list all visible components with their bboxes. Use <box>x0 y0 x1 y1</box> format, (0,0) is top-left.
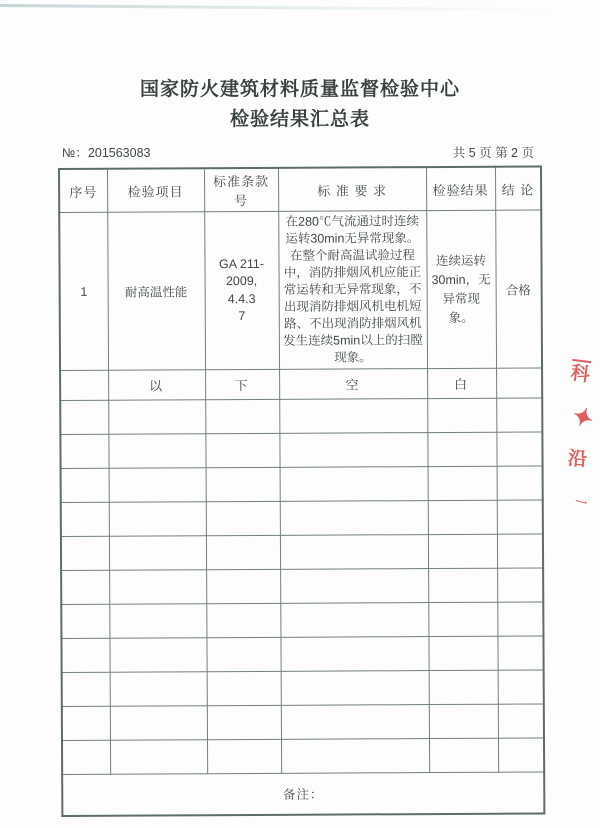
blank-cell <box>60 370 108 400</box>
column-header-clause: 标准条款号 <box>204 168 278 212</box>
cell-seq: 1 <box>59 212 108 370</box>
empty-cell <box>496 398 542 432</box>
empty-cell <box>60 400 108 434</box>
empty-cell <box>427 398 496 432</box>
blank-cell-kong: 空 <box>279 369 427 400</box>
empty-cell <box>62 706 110 740</box>
report-number-value: 201563083 <box>87 146 151 160</box>
document-subtitle: 检验结果汇总表 <box>229 109 370 130</box>
empty-cell <box>497 636 543 670</box>
empty-table-row <box>60 432 542 469</box>
empty-cell <box>109 604 206 639</box>
column-header-seq: 序号 <box>59 169 107 213</box>
cell-requirement: 在280℃气流通过时连续运转30min无异常现象。在整个耐高温试验过程中，消防排烟风机应能正常运转和无异常现象，不出现消防排烟风机电机短路、不出现消防排烟风机发生连续5min以上的扫膛现象。 <box>278 211 427 370</box>
empty-cell <box>281 739 429 774</box>
table-row-1 <box>59 210 542 371</box>
cell-item: 耐高温性能 <box>107 212 205 371</box>
empty-cell <box>61 604 109 638</box>
empty-table-row <box>62 670 544 707</box>
empty-cell <box>110 672 207 707</box>
empty-cell <box>429 704 498 738</box>
empty-rows <box>60 398 544 775</box>
blank-cell-xia: 下 <box>205 369 279 399</box>
empty-cell <box>497 534 543 568</box>
empty-cell <box>428 534 497 568</box>
empty-cell <box>428 568 497 602</box>
empty-cell <box>108 434 205 469</box>
empty-table-row <box>61 534 543 571</box>
empty-cell <box>206 501 280 535</box>
empty-cell <box>497 602 543 636</box>
empty-cell <box>498 704 544 738</box>
empty-cell <box>206 637 280 671</box>
empty-cell <box>61 570 109 604</box>
empty-cell <box>429 738 498 772</box>
report-number <box>62 143 151 161</box>
scan-edge-artifact <box>0 4 600 12</box>
empty-cell <box>61 502 109 536</box>
empty-cell <box>496 432 542 466</box>
empty-cell <box>61 638 109 672</box>
blank-cell-yi: 以 <box>108 370 205 401</box>
cell-conclusion: 合格 <box>495 210 542 368</box>
table-header-row <box>59 166 541 212</box>
empty-cell <box>60 434 108 468</box>
remarks-label: 备注： <box>62 772 544 816</box>
column-header-conclusion: 结 论 <box>495 166 541 210</box>
empty-cell <box>109 502 206 537</box>
empty-cell <box>62 740 110 774</box>
empty-cell <box>281 705 429 740</box>
empty-cell <box>109 570 206 605</box>
column-header-item: 检验项目 <box>107 168 204 212</box>
empty-cell <box>207 739 281 773</box>
results-table <box>58 165 545 817</box>
empty-cell <box>61 468 109 502</box>
empty-cell <box>428 466 497 500</box>
column-header-requirement: 标 准 要 求 <box>278 167 426 211</box>
red-stamp-fragment: 沿 <box>567 448 588 471</box>
empty-cell <box>427 432 496 466</box>
empty-cell <box>61 536 109 570</box>
empty-cell <box>280 603 428 638</box>
empty-cell <box>280 535 428 570</box>
document-title: 国家防火建筑材料质量监督检验中心 <box>139 79 460 100</box>
empty-table-row <box>61 636 543 673</box>
empty-cell <box>205 399 279 433</box>
empty-cell <box>280 467 428 502</box>
empty-cell <box>62 672 110 706</box>
cell-result: 连续运转 30min，无 异常现象。 <box>426 210 496 368</box>
red-stamp-fragment: 科 <box>570 359 592 385</box>
empty-cell <box>109 638 206 673</box>
empty-cell <box>497 500 543 534</box>
empty-table-row <box>62 738 544 775</box>
empty-cell <box>280 501 428 536</box>
page-indicator: 共 5 页 第 2 页 <box>452 146 534 160</box>
empty-cell <box>429 670 498 704</box>
red-stamp-star-fragment: ✦ <box>567 401 598 435</box>
column-header-result: 检验结果 <box>426 167 495 211</box>
empty-table-row <box>61 466 543 503</box>
empty-cell <box>497 466 543 500</box>
empty-cell <box>109 468 206 503</box>
cell-clause: GA 211- 2009, 4.4.3 7 <box>204 211 279 369</box>
empty-cell <box>206 569 280 603</box>
empty-cell <box>207 671 281 705</box>
blank-cell-bai: 白 <box>427 368 496 398</box>
empty-cell <box>280 637 428 672</box>
empty-cell <box>498 738 544 772</box>
empty-cell <box>206 603 280 637</box>
empty-cell <box>207 705 281 739</box>
report-number-label: №： <box>62 146 88 160</box>
empty-table-row <box>61 568 543 605</box>
empty-cell <box>279 433 427 468</box>
empty-cell <box>281 671 429 706</box>
empty-cell <box>110 740 207 775</box>
empty-cell <box>109 536 206 571</box>
empty-cell <box>206 535 280 569</box>
empty-cell <box>428 602 497 636</box>
empty-cell <box>280 569 428 604</box>
empty-cell <box>498 670 544 704</box>
meta-row <box>62 143 534 161</box>
empty-cell <box>428 500 497 534</box>
empty-cell <box>205 433 279 467</box>
empty-table-row <box>60 398 542 435</box>
red-stamp-tick-fragment: 一 <box>573 494 589 512</box>
empty-table-row <box>62 704 544 741</box>
empty-cell <box>110 706 207 741</box>
blank-cell <box>496 368 542 398</box>
empty-cell <box>206 467 280 501</box>
remarks-row <box>62 772 544 816</box>
empty-table-row <box>61 602 543 639</box>
empty-table-row <box>61 500 543 537</box>
blank-below-row <box>60 368 542 401</box>
empty-cell <box>108 400 205 435</box>
empty-cell <box>279 399 427 434</box>
empty-cell <box>428 636 497 670</box>
empty-cell <box>497 568 543 602</box>
